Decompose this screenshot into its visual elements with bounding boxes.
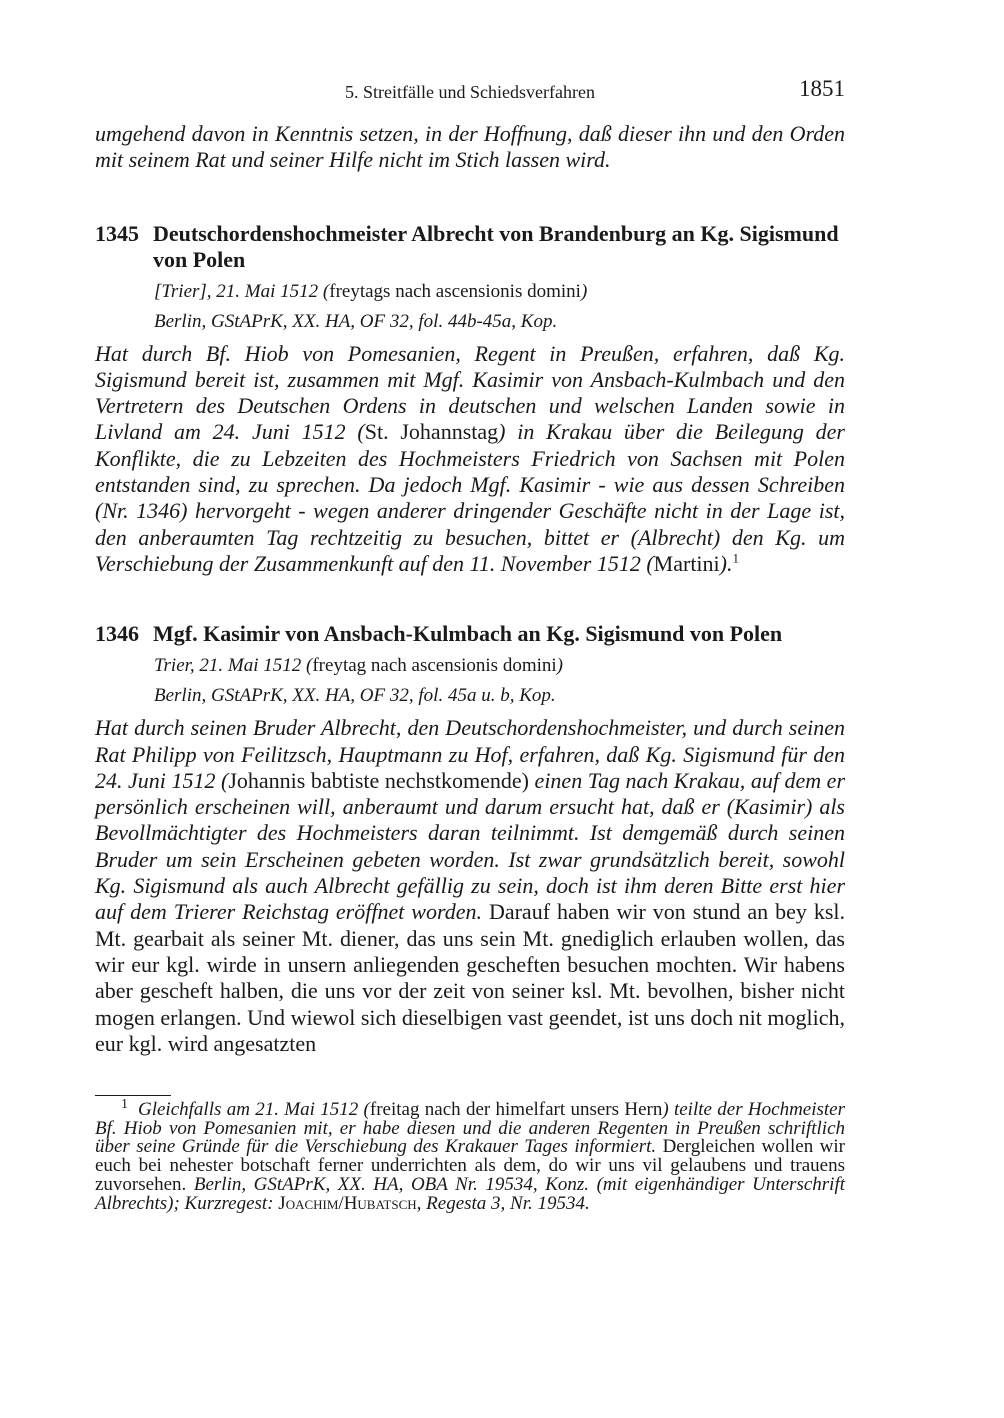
entry-heading xyxy=(95,621,845,647)
entry-summary xyxy=(95,715,845,1057)
date-source: freytags nach ascensionis domini xyxy=(329,280,581,302)
continuation-paragraph: umgehend davon in Kenntnis setzen, in der Hoffnung, daß dieser ihn und den Orden mit seinem Rat und seiner Hilfe nicht im Stich lassen wird. xyxy=(95,121,845,173)
summary-source: St. Johannstag xyxy=(364,419,499,445)
summary-text: ) in Krakau über die Beilegung der Konflikte, die zu Lebzeiten des Hochmeisters Friedrich von Sachsen mit Polen entstanden sind, zu sprechen. Da jedoch Mgf. Kasimir - wie aus dessen Schreiben (Nr. 1346) hervorgeht - wegen anderer dringender Geschäfte nicht in der Lage ist, den anberaumten Tag rechtzeitig zu besuchen, bittet er (Albrecht) den Kg. um Verschiebung der Zusammenkunft auf den 11. November 1512 ( xyxy=(95,419,845,576)
entry-date xyxy=(154,651,845,681)
summary-text: Hat durch Bf. Hiob von Pomesanien, Regent in Preußen, erfahren, daß Kg. Sigismund bereit ist, zusammen mit Mgf. Kasimir von Ansbach-Kulmbach und den Vertretern des Deutschen Ordens in deutschen und welschen Landen sowie in Livland am 24. Juni 1512 ( xyxy=(95,340,845,445)
footnote-reference[interactable]: 1 xyxy=(732,550,739,566)
entry-archive: Berlin, GStAPrK, XX. HA, OF 32, fol. 44b-45a, Kop. xyxy=(154,310,558,332)
footnote-mark: 1 xyxy=(121,1096,128,1112)
date-suffix: ) xyxy=(580,280,588,302)
entry-title: Deutschordenshochmeister Albrecht von Brandenburg an Kg. Sigismund von Polen xyxy=(153,220,839,272)
footnote-source: freitag nach der himelfart unsers Hern xyxy=(369,1099,663,1120)
footnote-text: Gleichfalls am 21. Mai 1512 ( xyxy=(138,1099,370,1120)
summary-text: einen Tag nach Krakau, auf dem er persönlich erscheinen will, anberaumt und darum ersucht hat, daß er (Kasimir) als Bevollmächtigter des Hochmeisters daran teilnimmt. Ist demgemäß durch seinen Bruder um sein Erscheinen gebeten worden. Ist zwar grundsätzlich bereit, sowohl Kg. Sigismund als auch Albrecht gefällig zu sein, doch ist ihm deren Bitte erst hier auf dem Trierer Reichstag eröffnet worden. xyxy=(95,767,846,925)
entry-1345 xyxy=(95,221,845,578)
footnote-authors: Joachim/Hubatsch xyxy=(278,1192,417,1214)
date-suffix: ) xyxy=(556,655,563,677)
summary-text: Hat durch seinen Bruder Albrecht, den Deutschordenshochmeister, und durch seinen Rat Philipp von Feilitzsch, Hauptmann zu Hof, erfahren, daß Kg. Sigismund für den 24. Juni 1512 ( xyxy=(95,715,845,793)
footnote-quotation: Dergleichen wollen wir euch bei nehester botschaft ferner underrichten als dem, do wir uns vil gelaubens und trauens zuvorsehen. xyxy=(95,1136,845,1195)
summary-source: Martini xyxy=(653,550,720,576)
date-prefix: Trier, 21. Mai 1512 ( xyxy=(154,655,313,677)
summary-source: Johannis babtiste nechstkomende) xyxy=(228,767,530,793)
entry-number: 1346 xyxy=(95,621,139,647)
footnote-citation: , Regesta 3, Nr. 19534. xyxy=(416,1192,590,1214)
page-number: 1851 xyxy=(799,76,845,101)
summary-text: ). xyxy=(719,550,733,576)
entry-date xyxy=(154,277,845,307)
date-prefix: [Trier], 21. Mai 1512 ( xyxy=(154,280,330,302)
entry-summary xyxy=(95,341,845,578)
entry-archive: Berlin, GStAPrK, XX. HA, OF 32, fol. 45a u. b, Kop. xyxy=(154,685,556,707)
date-source: freytag nach ascensionis domini xyxy=(312,655,557,677)
summary-quotation: Darauf haben wir von stund an bey ksl. Mt. gearbait als seiner Mt. diener, das uns sein Mt. gnediglich erlauben wollen, das wir eur kgl. wirde in unsern anliegenden gescheften besuchen mochten. Wir habens aber gescheft halben, die uns vor der zeit von seiner ksl. Mt. bevolhen, bisher nicht mogen erlangen. Und wiewol sich dieselbigen vast geendet, ist uns doch nit moglich, eur kgl. wird angesatzten xyxy=(95,899,845,1056)
running-header xyxy=(95,78,845,108)
entry-1346 xyxy=(95,621,845,1057)
footnote-text: ) teilte der Hochmeister Bf. Hiob von Pomesanien mit, er habe diesen und die anderen Regenten in Preußen schriftlich über seine Gründe für die Verschiebung des Krakauer Tages informiert. xyxy=(95,1099,845,1158)
page-content xyxy=(95,78,845,1057)
entry-heading xyxy=(95,221,845,273)
entry-number: 1345 xyxy=(95,220,139,246)
running-title: 5. Streitfälle und Schiedsverfahren xyxy=(345,82,595,102)
entry-title: Mgf. Kasimir von Ansbach-Kulmbach an Kg. Sigismund von Polen xyxy=(153,621,783,647)
footnote-1 xyxy=(95,1096,845,1214)
footnote-divider xyxy=(95,1095,171,1096)
footnote-citation: Berlin, GStAPrK, XX. HA, OBA Nr. 19534, Konz. (mit eigenhändiger Unterschrift Albrechts); Kurzregest: xyxy=(95,1173,845,1214)
